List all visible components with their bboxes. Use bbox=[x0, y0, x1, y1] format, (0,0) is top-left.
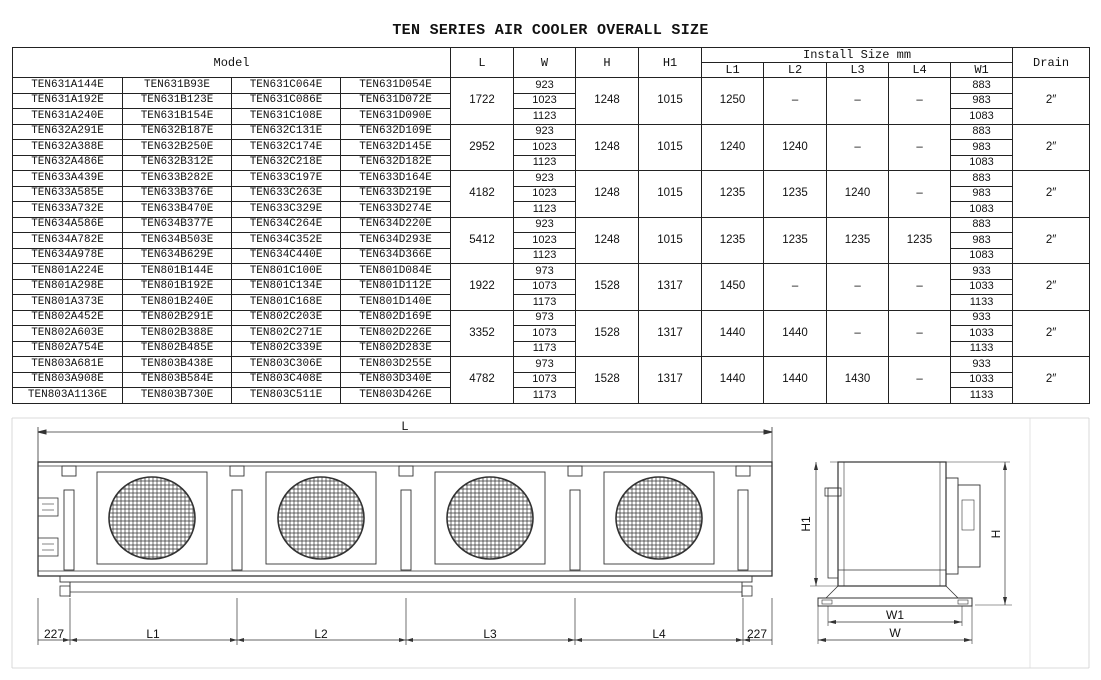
cell-w1: 1133 bbox=[951, 341, 1013, 357]
cell-w: 923 bbox=[514, 217, 576, 233]
cell-l2: 1440 bbox=[764, 310, 827, 357]
cell-h: 1528 bbox=[576, 264, 639, 311]
cell-h: 1248 bbox=[576, 217, 639, 264]
model-cell: TEN631B123E bbox=[123, 93, 232, 109]
cell-l3: – bbox=[827, 310, 889, 357]
cell-w: 1123 bbox=[514, 155, 576, 171]
model-cell: TEN634B377E bbox=[123, 217, 232, 233]
cell-l2: – bbox=[764, 78, 827, 125]
cell-l4: – bbox=[889, 171, 951, 218]
cell-l: 5412 bbox=[451, 217, 514, 264]
model-cell: TEN801D112E bbox=[341, 279, 451, 295]
model-cell: TEN631D072E bbox=[341, 93, 451, 109]
model-cell: TEN631B154E bbox=[123, 109, 232, 125]
cell-w: 923 bbox=[514, 124, 576, 140]
model-cell: TEN803D426E bbox=[341, 388, 451, 404]
header-w: W bbox=[514, 48, 576, 78]
model-cell: TEN632B187E bbox=[123, 124, 232, 140]
model-cell: TEN633D219E bbox=[341, 186, 451, 202]
dim-label-right-offset: 227 bbox=[746, 627, 768, 641]
model-cell: TEN802C271E bbox=[232, 326, 341, 342]
model-cell: TEN632A486E bbox=[13, 155, 123, 171]
cell-h1: 1317 bbox=[639, 357, 702, 404]
cell-l: 4782 bbox=[451, 357, 514, 404]
cell-w: 1173 bbox=[514, 388, 576, 404]
cell-l: 4182 bbox=[451, 171, 514, 218]
dim-label-w: W bbox=[889, 626, 901, 640]
model-cell: TEN634C352E bbox=[232, 233, 341, 249]
cell-drain: 2″ bbox=[1013, 217, 1090, 264]
model-cell: TEN803B438E bbox=[123, 357, 232, 373]
model-cell: TEN801C100E bbox=[232, 264, 341, 280]
model-cell: TEN633C263E bbox=[232, 186, 341, 202]
model-cell: TEN801B144E bbox=[123, 264, 232, 280]
cell-l2: – bbox=[764, 264, 827, 311]
model-cell: TEN803D255E bbox=[341, 357, 451, 373]
cell-w1: 883 bbox=[951, 78, 1013, 94]
fan-panel bbox=[266, 472, 376, 564]
model-cell: TEN633B282E bbox=[123, 171, 232, 187]
model-cell: TEN803B730E bbox=[123, 388, 232, 404]
model-cell: TEN634A978E bbox=[13, 248, 123, 264]
header-l2: L2 bbox=[764, 63, 827, 78]
cell-l4: – bbox=[889, 357, 951, 404]
cell-drain: 2″ bbox=[1013, 78, 1090, 125]
cell-w1: 1133 bbox=[951, 388, 1013, 404]
model-cell: TEN802D283E bbox=[341, 341, 451, 357]
cell-w1: 983 bbox=[951, 233, 1013, 249]
cell-h1: 1317 bbox=[639, 264, 702, 311]
header-w1: W1 bbox=[951, 63, 1013, 78]
cell-w1: 933 bbox=[951, 264, 1013, 280]
model-cell: TEN634D220E bbox=[341, 217, 451, 233]
model-cell: TEN801B240E bbox=[123, 295, 232, 311]
cell-w1: 1083 bbox=[951, 202, 1013, 218]
cell-w1: 933 bbox=[951, 357, 1013, 373]
model-cell: TEN632C131E bbox=[232, 124, 341, 140]
model-cell: TEN801B192E bbox=[123, 279, 232, 295]
cell-l4: – bbox=[889, 264, 951, 311]
model-cell: TEN801A298E bbox=[13, 279, 123, 295]
model-cell: TEN632A388E bbox=[13, 140, 123, 156]
cell-w: 973 bbox=[514, 264, 576, 280]
header-l1: L1 bbox=[702, 63, 764, 78]
model-cell: TEN631C086E bbox=[232, 93, 341, 109]
model-cell: TEN803A908E bbox=[13, 372, 123, 388]
model-cell: TEN632A291E bbox=[13, 124, 123, 140]
header-l: L bbox=[451, 48, 514, 78]
cell-w1: 983 bbox=[951, 140, 1013, 156]
cell-l1: 1440 bbox=[702, 310, 764, 357]
model-cell: TEN802B485E bbox=[123, 341, 232, 357]
header-h1: H1 bbox=[639, 48, 702, 78]
header-l3: L3 bbox=[827, 63, 889, 78]
fan-panel bbox=[604, 472, 714, 564]
cell-l3: – bbox=[827, 264, 889, 311]
cell-w1: 1133 bbox=[951, 295, 1013, 311]
model-cell: TEN633B376E bbox=[123, 186, 232, 202]
cell-w1: 1083 bbox=[951, 109, 1013, 125]
dim-label-l1: L1 bbox=[146, 627, 160, 641]
cell-h1: 1015 bbox=[639, 171, 702, 218]
model-cell: TEN634D293E bbox=[341, 233, 451, 249]
model-cell: TEN801D140E bbox=[341, 295, 451, 311]
table-row bbox=[13, 264, 1090, 280]
model-cell: TEN802A603E bbox=[13, 326, 123, 342]
cell-w: 1023 bbox=[514, 186, 576, 202]
model-cell: TEN634C440E bbox=[232, 248, 341, 264]
model-cell: TEN803B584E bbox=[123, 372, 232, 388]
model-cell: TEN633C329E bbox=[232, 202, 341, 218]
model-cell: TEN803A1136E bbox=[13, 388, 123, 404]
model-cell: TEN803C306E bbox=[232, 357, 341, 373]
cell-drain: 2″ bbox=[1013, 171, 1090, 218]
cell-w: 1073 bbox=[514, 372, 576, 388]
cell-h1: 1317 bbox=[639, 310, 702, 357]
model-cell: TEN631D090E bbox=[341, 109, 451, 125]
cell-l3: – bbox=[827, 78, 889, 125]
cell-w: 1123 bbox=[514, 248, 576, 264]
model-cell: TEN633C197E bbox=[232, 171, 341, 187]
dim-label-l4: L4 bbox=[652, 627, 666, 641]
model-cell: TEN631A240E bbox=[13, 109, 123, 125]
cell-l1: 1440 bbox=[702, 357, 764, 404]
model-cell: TEN634B629E bbox=[123, 248, 232, 264]
table-row bbox=[13, 357, 1090, 373]
cell-h1: 1015 bbox=[639, 217, 702, 264]
dim-label-h: H bbox=[989, 529, 1003, 539]
model-cell: TEN632D109E bbox=[341, 124, 451, 140]
model-cell: TEN633A732E bbox=[13, 202, 123, 218]
cell-l2: 1240 bbox=[764, 124, 827, 171]
cell-w1: 983 bbox=[951, 186, 1013, 202]
cell-l: 1922 bbox=[451, 264, 514, 311]
cell-drain: 2″ bbox=[1013, 264, 1090, 311]
model-cell: TEN802B291E bbox=[123, 310, 232, 326]
table-row bbox=[13, 78, 1090, 94]
cell-w1: 1083 bbox=[951, 155, 1013, 171]
header-h: H bbox=[576, 48, 639, 78]
cell-l2: 1440 bbox=[764, 357, 827, 404]
cell-w: 1073 bbox=[514, 279, 576, 295]
cell-l2: 1235 bbox=[764, 171, 827, 218]
cell-w: 1123 bbox=[514, 109, 576, 125]
model-cell: TEN634A586E bbox=[13, 217, 123, 233]
dim-label-l3: L3 bbox=[483, 627, 497, 641]
dim-label-h1: H1 bbox=[799, 516, 813, 532]
model-cell: TEN633A585E bbox=[13, 186, 123, 202]
cell-w: 1023 bbox=[514, 93, 576, 109]
model-cell: TEN801C168E bbox=[232, 295, 341, 311]
cell-drain: 2″ bbox=[1013, 357, 1090, 404]
cell-l3: 1235 bbox=[827, 217, 889, 264]
cell-drain: 2″ bbox=[1013, 310, 1090, 357]
table-row bbox=[13, 310, 1090, 326]
cell-l1: 1235 bbox=[702, 171, 764, 218]
model-cell: TEN632D145E bbox=[341, 140, 451, 156]
model-cell: TEN631B93E bbox=[123, 78, 232, 94]
page-title: TEN SERIES AIR COOLER OVERALL SIZE bbox=[392, 22, 709, 39]
cell-l: 1722 bbox=[451, 78, 514, 125]
cell-w1: 883 bbox=[951, 217, 1013, 233]
model-cell: TEN803A681E bbox=[13, 357, 123, 373]
model-cell: TEN803D340E bbox=[341, 372, 451, 388]
cell-l: 3352 bbox=[451, 310, 514, 357]
header-model: Model bbox=[13, 48, 451, 78]
header-drain: Drain bbox=[1013, 48, 1090, 78]
model-cell: TEN633D274E bbox=[341, 202, 451, 218]
cell-w1: 933 bbox=[951, 310, 1013, 326]
cell-h: 1248 bbox=[576, 124, 639, 171]
cell-l3: – bbox=[827, 124, 889, 171]
cell-w: 1173 bbox=[514, 295, 576, 311]
cell-l3: 1430 bbox=[827, 357, 889, 404]
model-cell: TEN802B388E bbox=[123, 326, 232, 342]
model-cell: TEN633B470E bbox=[123, 202, 232, 218]
cell-l1: 1450 bbox=[702, 264, 764, 311]
cell-l1: 1235 bbox=[702, 217, 764, 264]
cell-l2: 1235 bbox=[764, 217, 827, 264]
model-cell: TEN632B312E bbox=[123, 155, 232, 171]
model-cell: TEN633D164E bbox=[341, 171, 451, 187]
dim-label-l: L bbox=[401, 419, 409, 433]
cell-l4: – bbox=[889, 78, 951, 125]
model-cell: TEN632C174E bbox=[232, 140, 341, 156]
model-cell: TEN801C134E bbox=[232, 279, 341, 295]
dim-label-w1: W1 bbox=[886, 608, 904, 622]
cell-l1: 1240 bbox=[702, 124, 764, 171]
cell-w: 1123 bbox=[514, 202, 576, 218]
cell-h1: 1015 bbox=[639, 78, 702, 125]
fan-panel bbox=[97, 472, 207, 564]
cell-w: 1023 bbox=[514, 140, 576, 156]
cell-l4: 1235 bbox=[889, 217, 951, 264]
header-l4: L4 bbox=[889, 63, 951, 78]
model-cell: TEN633A439E bbox=[13, 171, 123, 187]
cell-w1: 1033 bbox=[951, 326, 1013, 342]
model-cell: TEN801A373E bbox=[13, 295, 123, 311]
cell-w1: 883 bbox=[951, 171, 1013, 187]
cell-w: 973 bbox=[514, 357, 576, 373]
model-cell: TEN632C218E bbox=[232, 155, 341, 171]
model-cell: TEN634D366E bbox=[341, 248, 451, 264]
model-cell: TEN802A754E bbox=[13, 341, 123, 357]
cell-w1: 883 bbox=[951, 124, 1013, 140]
cell-w1: 983 bbox=[951, 93, 1013, 109]
cell-w1: 1033 bbox=[951, 372, 1013, 388]
model-cell: TEN803C511E bbox=[232, 388, 341, 404]
dim-label-l2: L2 bbox=[314, 627, 328, 641]
model-cell: TEN802D169E bbox=[341, 310, 451, 326]
cell-w: 1073 bbox=[514, 326, 576, 342]
table-row bbox=[13, 171, 1090, 187]
table-row bbox=[13, 124, 1090, 140]
cell-h: 1248 bbox=[576, 78, 639, 125]
model-cell: TEN631A192E bbox=[13, 93, 123, 109]
cell-drain: 2″ bbox=[1013, 124, 1090, 171]
cell-h: 1528 bbox=[576, 357, 639, 404]
side-view bbox=[810, 462, 1012, 644]
cell-w: 923 bbox=[514, 78, 576, 94]
cell-w: 1023 bbox=[514, 233, 576, 249]
model-cell: TEN802C339E bbox=[232, 341, 341, 357]
model-cell: TEN802A452E bbox=[13, 310, 123, 326]
cell-l1: 1250 bbox=[702, 78, 764, 125]
model-cell: TEN634B503E bbox=[123, 233, 232, 249]
cell-l: 2952 bbox=[451, 124, 514, 171]
dimension-drawing bbox=[0, 412, 1101, 680]
model-cell: TEN631C064E bbox=[232, 78, 341, 94]
table-row bbox=[13, 217, 1090, 233]
model-cell: TEN802C203E bbox=[232, 310, 341, 326]
model-cell: TEN634C264E bbox=[232, 217, 341, 233]
cell-l3: 1240 bbox=[827, 171, 889, 218]
model-cell: TEN631D054E bbox=[341, 78, 451, 94]
cell-w: 973 bbox=[514, 310, 576, 326]
dim-label-left-offset: 227 bbox=[43, 627, 65, 641]
model-cell: TEN632D182E bbox=[341, 155, 451, 171]
model-cell: TEN802D226E bbox=[341, 326, 451, 342]
cell-w: 1173 bbox=[514, 341, 576, 357]
cell-h: 1528 bbox=[576, 310, 639, 357]
spec-table-body bbox=[13, 78, 1090, 404]
model-cell: TEN632B250E bbox=[123, 140, 232, 156]
model-cell: TEN631C108E bbox=[232, 109, 341, 125]
cell-l4: – bbox=[889, 124, 951, 171]
model-cell: TEN631A144E bbox=[13, 78, 123, 94]
cell-w1: 1033 bbox=[951, 279, 1013, 295]
cell-w: 923 bbox=[514, 171, 576, 187]
front-view bbox=[38, 427, 772, 645]
model-cell: TEN801A224E bbox=[13, 264, 123, 280]
cell-h1: 1015 bbox=[639, 124, 702, 171]
cell-w1: 1083 bbox=[951, 248, 1013, 264]
cell-l4: – bbox=[889, 310, 951, 357]
cell-h: 1248 bbox=[576, 171, 639, 218]
fan-panel bbox=[435, 472, 545, 564]
header-install-size: Install Size mm bbox=[702, 48, 1013, 63]
model-cell: TEN801D084E bbox=[341, 264, 451, 280]
spec-table bbox=[12, 47, 1090, 404]
model-cell: TEN803C408E bbox=[232, 372, 341, 388]
model-cell: TEN634A782E bbox=[13, 233, 123, 249]
